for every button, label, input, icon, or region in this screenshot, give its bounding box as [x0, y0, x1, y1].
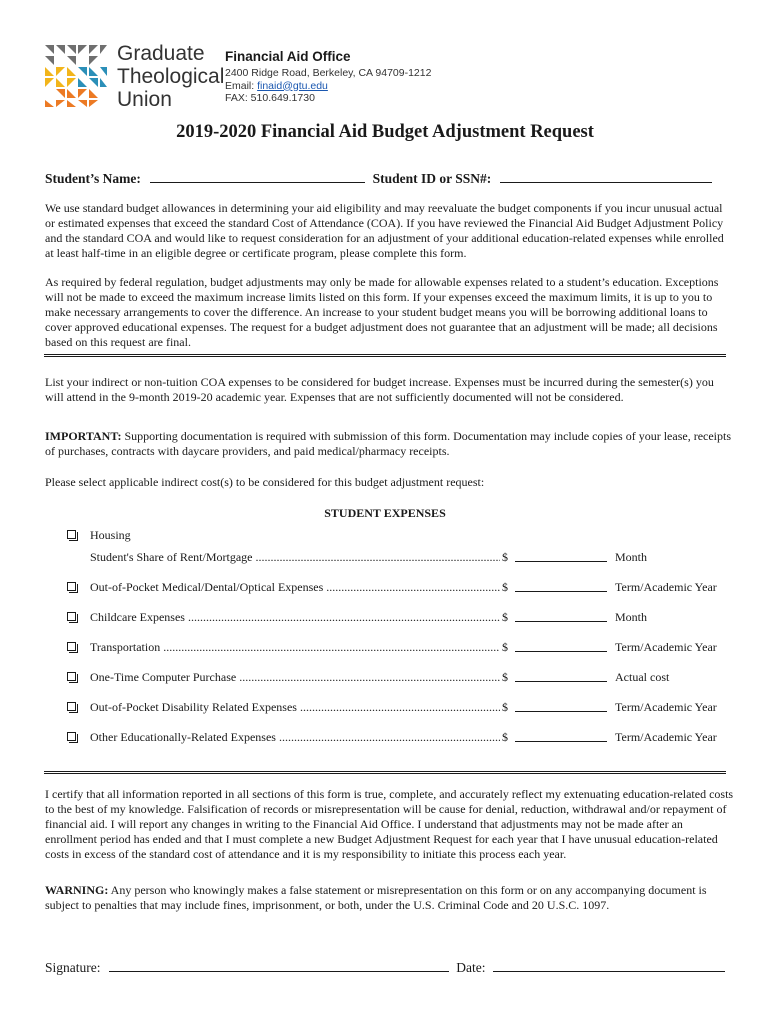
section-divider: [44, 771, 726, 774]
signature-row: [45, 959, 725, 976]
expense-unit: Term/Academic Year: [615, 730, 717, 744]
expense-checkbox[interactable]: [67, 582, 76, 591]
expense-checkbox[interactable]: [67, 702, 76, 711]
email-link[interactable]: finaid@gtu.edu: [257, 79, 328, 92]
dollar-sign: $: [502, 640, 508, 654]
expense-label: [90, 700, 500, 715]
student-name-label: Student’s Name:: [45, 171, 141, 186]
select-paragraph: Please select applicable indirect cost(s) to be considered for this budget adjustment request:: [45, 475, 485, 489]
housing-label: Housing: [90, 528, 131, 542]
expense-label-text: Out-of-Pocket Medical/Dental/Optical Expenses: [90, 580, 324, 594]
dollar-sign: $: [502, 730, 508, 744]
amount-field[interactable]: [515, 561, 607, 562]
logo-yellow-block: [45, 67, 76, 87]
dollar-sign: $: [502, 610, 508, 624]
student-id-field[interactable]: [500, 170, 712, 183]
amount-field[interactable]: [515, 711, 607, 712]
date-field[interactable]: [493, 959, 725, 972]
expense-checkbox[interactable]: [67, 672, 76, 681]
date-label: Date:: [456, 960, 486, 975]
amount-field[interactable]: [515, 651, 607, 652]
dollar-sign: $: [502, 670, 508, 684]
org-name-line2: Theological: [117, 65, 225, 88]
section-divider: [44, 354, 726, 357]
amount-field[interactable]: [515, 741, 607, 742]
expense-checkbox[interactable]: [67, 642, 76, 651]
logo-orange-block: [45, 89, 98, 107]
expense-label: [90, 730, 500, 745]
expense-label-text: Other Educationally-Related Expenses: [90, 730, 276, 744]
org-name-line1: Graduate: [117, 42, 205, 65]
office-email-line: [225, 80, 431, 93]
expense-row: [45, 700, 745, 716]
gtu-logo: [43, 43, 109, 109]
expense-checkbox[interactable]: [67, 612, 76, 621]
expense-unit: Month: [615, 550, 648, 564]
warning-label: WARNING:: [45, 883, 109, 897]
housing-row: [45, 528, 745, 544]
student-name-field[interactable]: [150, 170, 365, 183]
warning-paragraph: [45, 883, 735, 913]
expense-unit: Term/Academic Year: [615, 700, 717, 714]
student-info-row: [45, 170, 712, 187]
housing-checkbox[interactable]: [67, 530, 76, 539]
student-id-label: Student ID or SSN#:: [372, 171, 492, 186]
org-name: [117, 42, 224, 111]
expense-unit: Term/Academic Year: [615, 580, 717, 594]
expense-label: [90, 580, 500, 595]
expense-unit: Month: [615, 610, 648, 624]
amount-field[interactable]: [515, 681, 607, 682]
dollar-sign: $: [502, 700, 508, 714]
expense-label-text: One-Time Computer Purchase: [90, 670, 237, 684]
expense-label: [90, 670, 500, 685]
dollar-sign: $: [502, 550, 508, 564]
expense-row: [45, 670, 745, 686]
warning-text: Any person who knowingly makes a false statement or misrepresentation on this form or on any accompanying document is subject to penalties that may include fines, imprisonment, or both, under the U.S. Criminal Code and 20 U.S.C. 1097.: [45, 883, 707, 912]
signature-field[interactable]: [109, 959, 449, 972]
email-label: Email:: [225, 79, 258, 92]
expense-label: [90, 610, 500, 625]
expense-unit: Actual cost: [615, 670, 670, 684]
signature-label: Signature:: [45, 960, 101, 975]
page-title: 2019-2020 Financial Aid Budget Adjustment Request: [176, 122, 594, 142]
dollar-sign: $: [502, 580, 508, 594]
expense-unit: Term/Academic Year: [615, 640, 717, 654]
expenses-heading: STUDENT EXPENSES: [324, 506, 446, 520]
logo-teal-block: [78, 67, 107, 87]
org-name-line3: Union: [117, 88, 172, 111]
expense-row: [45, 580, 745, 596]
office-fax: FAX: 510.649.1730: [225, 92, 315, 104]
amount-field[interactable]: [515, 591, 607, 592]
important-label: IMPORTANT:: [45, 429, 122, 443]
important-paragraph: [45, 429, 735, 459]
expense-label: [90, 550, 500, 565]
expense-label-text: Transportation: [90, 640, 161, 654]
intro-paragraph-2: As required by federal regulation, budget adjustments may only be made for allowable expenses related to a student’s education. Exceptions will not be made to exceed the maximum increase limits listed on this form. If your expenses exceed the maximum limits, it is up to you to make necessary arrangements to cover the difference. An increase to your student budget means you will be borrowing additional loans to cover approved educational expenses. The request for a budget adjustment does not guarantee that an adjustment will be made; all decisions based on this request are final.: [45, 275, 719, 349]
expense-label: [90, 640, 500, 655]
expense-label-text: Student's Share of Rent/Mortgage: [90, 550, 253, 564]
important-text: Supporting documentation is required with submission of this form. Documentation may include copies of your lease, receipts of purchases, contracts with daycare providers, and paid medical/pharmacy receipts.: [45, 429, 732, 458]
expense-row: [45, 730, 745, 746]
office-title: Financial Aid Office: [225, 49, 351, 64]
list-paragraph: List your indirect or non-tuition COA expenses to be considered for budget increase. Expenses must be incurred during the semester(s) you will attend in the 9-month 2019-20 academic year. Expenses that are not sufficiently documented will not be considered.: [45, 375, 714, 404]
amount-field[interactable]: [515, 621, 607, 622]
logo-gray-block: [45, 45, 107, 65]
expense-row: [45, 610, 745, 626]
expense-row: [45, 550, 745, 566]
expense-row: [45, 640, 745, 656]
certify-paragraph: I certify that all information reported in all sections of this form is true, complete, and accurately reflect my extenuating education-related costs to the best of my knowledge. Falsification of records or misrepresentation will be cause for denial, reduction, withdrawal and/or repayment of financial aid. I will report any changes in writing to the Financial Aid Office. I understand that adjustments may not be made after an enrollment period has ended and that I must complete a new Budget Adjustment Request for each year that I have unusual education-related costs in excess of the standard cost of attendance and it is my responsibility to initiate this process each year.: [45, 787, 734, 861]
office-address: 2400 Ridge Road, Berkeley, CA 94709-1212: [225, 67, 432, 79]
expense-checkbox[interactable]: [67, 732, 76, 741]
office-contact: [225, 49, 431, 105]
expense-label-text: Out-of-Pocket Disability Related Expenses: [90, 700, 297, 714]
expense-label-text: Childcare Expenses: [90, 610, 185, 624]
intro-paragraph-1: We use standard budget allowances in determining your aid eligibility and may reevaluate the budget components if you incur unusual actual or estimated expenses that exceed the standard Cost of Attendance (COA). If you have reviewed the Financial Aid Budget Adjustment Policy and the standard COA and would like to request consideration for an adjustment of your additional education-related expenses while enrolled at least half-time in an eligible degree or certificate program, please complete this form.: [45, 201, 724, 260]
